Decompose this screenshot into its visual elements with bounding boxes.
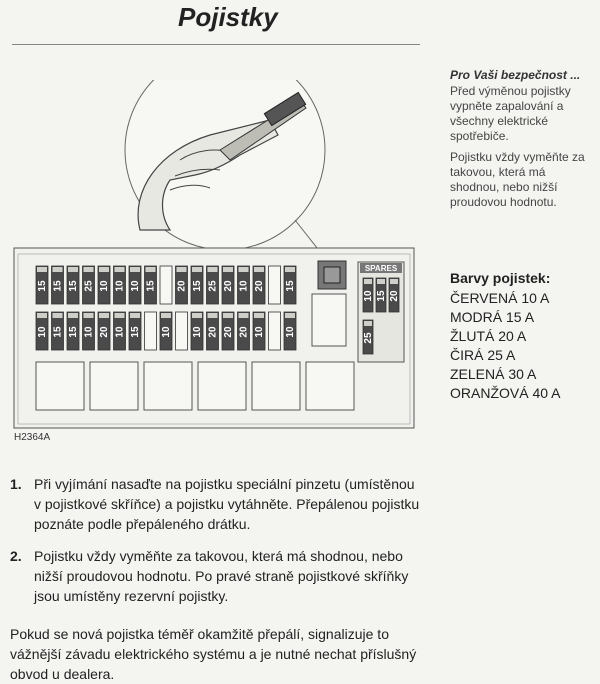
fuse-rating-label: 10 [254,326,265,338]
step-text: Pojistku vždy vyměňte za takovou, která má shodnou, nebo nižší proudovou hodnotu. Po pravé straně pojistkové skříňky jsou umístěny rezervní pojistky. [34,548,409,604]
fuse-rating-label: 10 [130,280,141,292]
fuse-cap [130,267,140,272]
fuse-cap [285,267,295,272]
safety-text-1: Před výměnou pojistky vypněte zapalování a všechny elektrické spotřebiče. [450,84,571,143]
fuse-box-illustration [10,80,420,450]
fuse-cap [84,313,94,318]
fuse-rating-label: 20 [176,280,188,292]
fuse-slot-empty [160,266,172,304]
fuse-cap [223,313,233,318]
fuse-rating-label: 10 [37,326,48,338]
fuse-cap [377,279,385,284]
safety-heading: Pro Vaši bezpečnost ... [450,68,581,82]
spare-fuse-rating-label: 20 [389,290,400,302]
fuse-slot-empty [269,266,281,304]
fuse-rating-label: 10 [99,280,110,292]
fuse-rating-label: 10 [192,326,203,338]
fuse-rating-label: 15 [68,280,79,292]
fuse-rating-label: 15 [145,280,157,292]
fuse-slot-empty [145,312,157,350]
fuse-rating-label: 15 [130,326,141,338]
fuse-row-top [36,266,296,304]
fuse-rating-label: 10 [238,280,250,292]
safety-text-2: Pojistku vždy vyměňte za takovou, která má shodnou, nebo nižší proudovou hodnotu. [450,150,585,209]
fuse-cap [239,313,249,318]
fuse-rating-label: 20 [207,326,219,338]
fuse-rating-label: 20 [99,326,110,338]
fuse-cap [254,267,264,272]
fuse-cap [161,313,171,318]
fuse-cap [115,313,125,318]
relay-box [312,294,346,346]
fuse-rating-label: 20 [223,326,234,338]
relay-slot-3 [144,362,192,410]
fuse-color-item: ORANŽOVÁ 40 A [450,385,561,401]
fuse-cap [177,267,187,272]
fuse-cap [390,279,398,284]
fuse-cap [364,321,372,326]
fuse-cap [208,267,218,272]
spare-fuse-rating-label: 15 [376,290,387,302]
spare-fuse-rating-label: 10 [363,290,374,302]
fuse-color-item: ČERVENÁ 10 A [450,290,550,306]
fuse-rating-label: 20 [238,326,250,338]
fuse-rating-label: 10 [114,326,126,338]
fuse-rating-label: 10 [285,326,296,338]
fuse-cap [254,313,264,318]
fuse-cap [84,267,94,272]
fuse-color-item: ZELENÁ 30 A [450,366,537,382]
fuse-color-item: ČIRÁ 25 A [450,347,516,363]
fuse-cap [223,267,233,272]
fuse-rating-label: 20 [223,280,234,292]
fuse-cap [68,267,78,272]
step-number: 1. [10,476,22,492]
fuse-rating-label: 25 [83,280,95,292]
fuse-cap [192,313,202,318]
fuse-cap [99,313,109,318]
fuse-slot-empty [176,312,188,350]
fuse-cap [208,313,218,318]
fuse-rating-label: 15 [285,280,296,292]
fuse-cap [99,267,109,272]
fuse-rating-label: 15 [192,280,203,292]
relay-slot-1 [36,362,84,410]
fuse-rating-label: 15 [68,326,79,338]
fuse-rating-label: 10 [114,280,126,292]
fuse-cap [285,313,295,318]
fuse-color-item: ŽLUTÁ 20 A [450,328,527,344]
relay-slot-5 [252,362,300,410]
spares-bottom-row [363,320,374,354]
fuse-cap [37,267,47,272]
fuse-color-item: MODRÁ 15 A [450,309,535,325]
step-text: Při vyjímání nasaďte na pojistku speciální pinzetu (umístěnou v pojistkové skříňce) a pojistku vytáhněte. Přepálenou pojistku poznáte podle přepáleného drátku. [34,476,420,532]
fuse-rating-label: 20 [254,280,265,292]
fuse-cap [239,267,249,272]
fuse-cap [146,267,156,272]
relay-slot-6 [306,362,354,410]
fuse-slot-empty [269,312,281,350]
fuse-cap [68,313,78,318]
page-title: Pojistky [178,2,278,32]
fuse-cap [364,279,372,284]
fuse-rating-label: 10 [161,326,172,338]
figure-id: H2364A [14,432,51,443]
fuse-rating-label: 25 [207,280,219,292]
fuse-colors-list [450,289,560,403]
fuse-colors-heading: Barvy pojistek: [450,270,551,286]
fuse-cap [37,313,47,318]
warning-note: Pokud se nová pojistka téměř okamžitě přepálí, signalizuje to vážnější závadu elektrického systému a je nutné nechat příslušný obvod u dealera. [10,626,417,682]
fuse-cap [53,313,63,318]
fuse-cap [130,313,140,318]
fuse-rating-label: 15 [52,326,64,338]
spares-top-row [363,278,400,312]
fuse-row-bottom [36,312,296,350]
fuse-cap [115,267,125,272]
fuse-cap [192,267,202,272]
relay-slot-2 [90,362,138,410]
step-number: 2. [10,548,22,564]
fuse-rating-label: 10 [83,326,95,338]
title-divider [12,44,420,45]
fuse-cap [53,267,63,272]
relay-slot-4 [198,362,246,410]
spares-label: SPARES [364,264,398,273]
fuse-rating-label: 15 [52,280,64,292]
spare-fuse-rating-label: 25 [363,332,374,344]
fuse-rating-label: 15 [37,280,48,292]
